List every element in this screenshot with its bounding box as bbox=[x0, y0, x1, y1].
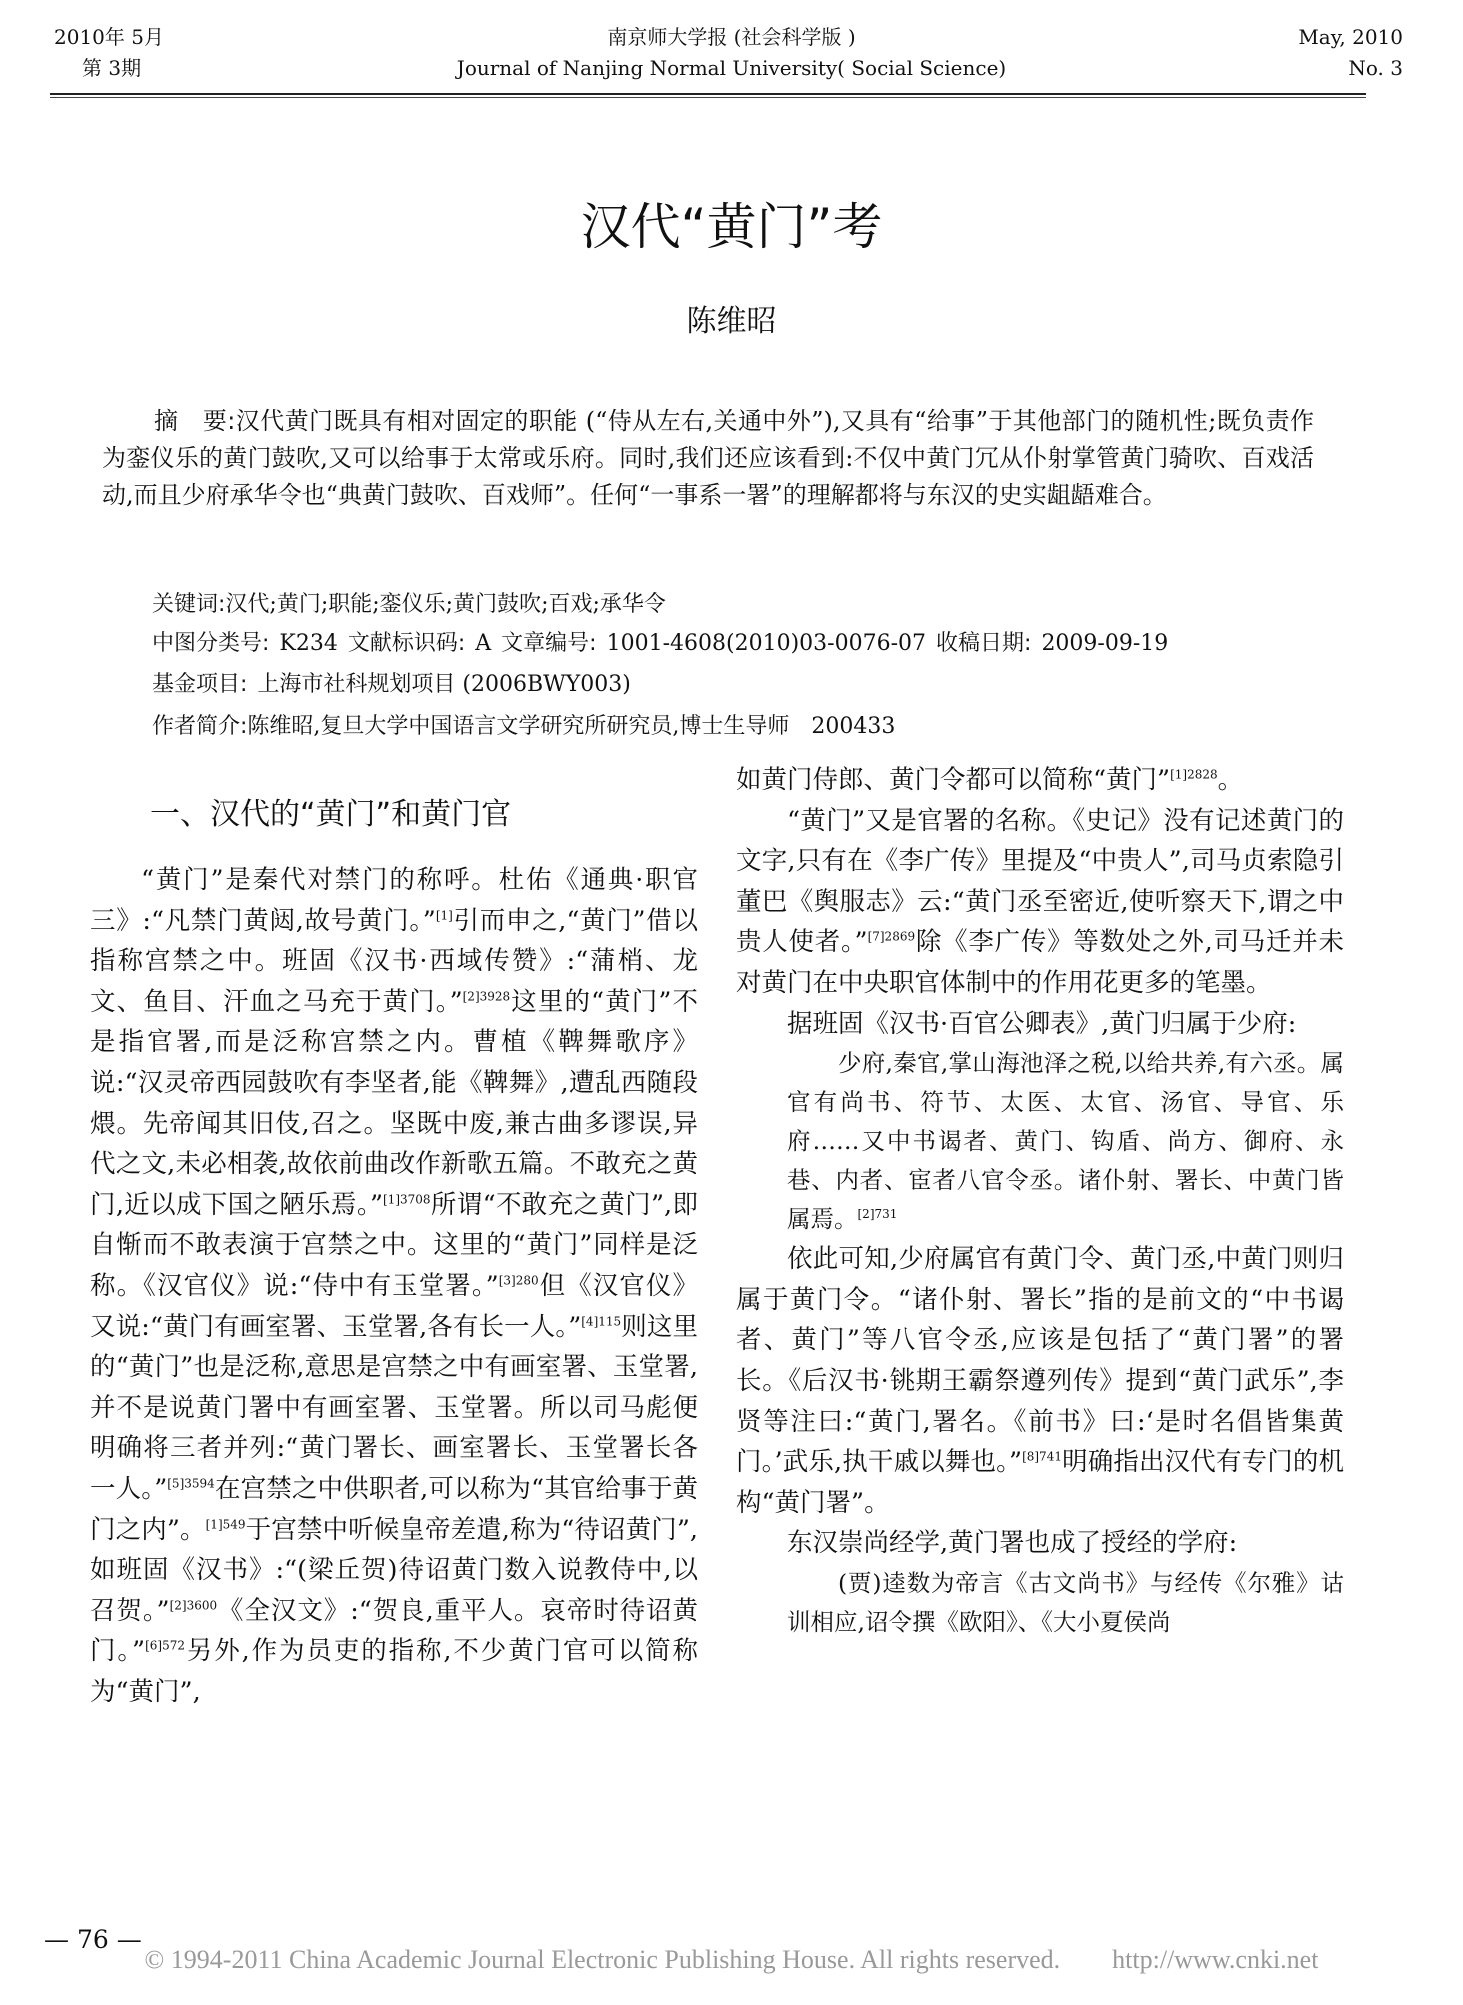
header-date-cn: 2010年 5月 bbox=[54, 25, 164, 49]
article-number-value: 1001-4608(2010)03-0076-07 bbox=[606, 631, 927, 656]
header-date-en: May, 2010 bbox=[1298, 25, 1403, 49]
paragraph: 依此可知,少府属官有黄门令、黄门丞,中黄门则归属于黄门令。“诸仆射、署长”指的是前文的“中书谒者、黄门”等八官令丞,应该是包括了“黄门署”的署长。《后汉书·铫期王霸祭遵列传》提到“黄门武乐”,李贤等注曰:“黄门,署名。《前书》曰:‘是时名倡皆集黄门。’武乐,执干戚以舞也。”$^{[8]741}$明确指出汉代有专门的机构“黄门署”。 bbox=[736, 1244, 1344, 1518]
citation: [4]115 bbox=[581, 1314, 622, 1329]
citation: [6]572 bbox=[145, 1638, 185, 1653]
author-bio bbox=[152, 709, 1322, 745]
article-number-label: 文章编号: bbox=[501, 631, 597, 656]
journal-name bbox=[0, 22, 1463, 84]
page-number: — 76 — bbox=[44, 1925, 142, 1954]
fund-line bbox=[152, 667, 1322, 703]
article-author: 陈维昭 bbox=[686, 304, 777, 339]
paragraph: “黄门”是秦代对禁门的称呼。杜佑《通典·职官三》:“凡禁门黄闼,故号黄门。”[1]引而申之,“黄门”借以指称宫禁之中。班固《汉书·西域传赞》:“蒲梢、龙文、鱼目、汗血之马充于黄门。”$^{[2]3928}$这里的“黄门”不是指官署,而是泛称宫禁之内。曹植《鞞舞歌序》说:“汉灵帝西园鼓吹有李坚者,能《鞞舞》,遭乱西随段煨。先帝闻其旧伎,召之。坚既中废,兼古曲多谬误,异代之文,未必相袭,故依前曲改作新歌五篇。不敢充之黄门,近以成下国之陋乐焉。”$^{[1]3708}$所谓“不敢充之黄门”,即自惭而不敢表演于宫禁之中。这里的“黄门”同样是泛称。《汉官仪》说:“侍中有玉堂署。”$^{[3]280}$但《汉官仪》又说:“黄门有画室署、玉堂署,各有长一人。”$^{[4]115}$则这里的“黄门”也是泛称,意思是宫禁之中有画室署、玉堂署,并不是说黄门署中有画室署、玉堂署。所以司马彪便明确将三者并列:“黄门署长、画室署长、玉堂署长各一人。”$^{[5]3594}$在宫禁之中供职者,可以称为“其官给事于黄门之内”。$^{[1]549}$于宫禁中听候皇帝差遣,称为“待诏黄门”,如班固《汉书》:“(梁丘贺)待诏黄门数入说教侍中,以召贺。”$^{[2]3600}$《全汉文》:“贺良,重平人。哀帝时待诏黄门。”$^{[6]572}$另外,作为员吏的指称,不少黄门官可以简称为“黄门”, bbox=[90, 865, 699, 1707]
clc-value: K234 bbox=[279, 631, 338, 656]
fund-text: 上海市社科规划项目 (2006BWY003) bbox=[257, 672, 631, 697]
header-issue-cn: 第 3期 bbox=[82, 56, 142, 80]
citation: [1]2828 bbox=[1170, 767, 1218, 782]
citation: [1] bbox=[435, 908, 453, 923]
doc-code-value: A bbox=[475, 631, 492, 656]
paragraph: 东汉崇尚经学,黄门署也成了授经的学府: bbox=[787, 1528, 1238, 1559]
abstract-label: 摘 要: bbox=[154, 407, 236, 435]
keywords bbox=[152, 587, 1322, 623]
classification-line bbox=[152, 626, 1322, 662]
journal-date-issue-right bbox=[1298, 22, 1403, 84]
paragraph: “黄门”又是官署的名称。《史记》没有记述黄门的文字,只有在《李广传》里提及“中贵人”,司马贞索隐引董巴《舆服志》云:“黄门丞至密近,使听察天下,谓之中贵人使者。”$^{[7]2869}$除《李广传》等数处之外,司马迁并未对黄门在中央职官体制中的作用花更多的笔墨。 bbox=[736, 805, 1345, 998]
received-date-label: 收稿日期: bbox=[936, 631, 1032, 656]
received-date-value: 2009-09-19 bbox=[1041, 631, 1169, 656]
copyright-watermark: © 1994-2011 China Academic Journal Electronic Publishing House. All rights reserved. http://www.cnki.net bbox=[144, 1945, 1319, 1974]
bio-text: 陈维昭,复旦大学中国语言文学研究所研究员,博士生导师 200433 bbox=[247, 714, 896, 739]
doc-code-label: 文献标识码: bbox=[347, 631, 466, 656]
paragraph: 据班固《汉书·百官公卿表》,黄门归属于少府: bbox=[787, 1008, 1297, 1039]
header-issue-en: No. 3 bbox=[1348, 56, 1403, 80]
keywords-text: 汉代;黄门;职能;銮仪乐;黄门鼓吹;百戏;承华令 bbox=[225, 592, 666, 617]
header-rule-thin bbox=[50, 97, 1366, 98]
block-quote: (贾)逵数为帝言《古文尚书》与经传《尔雅》诂训相应,诏令撰《欧阳》、《大小夏侯尚 bbox=[787, 1568, 1344, 1636]
abstract-text: 汉代黄门既具有相对固定的职能 (“侍从左右,关通中外”),又具有“给事”于其他部门的随机性;既负责作为銮仪乐的黄门鼓吹,又可以给事于太常或乐府。同时,我们还应该看到:不仅中黄门冗从仆射掌管黄门骑吹、百戏活动,而且少府承华令也“典黄门鼓吹、百戏师”。任何“一事系一署”的理解都将与东汉的史实龃龉难合。 bbox=[102, 407, 1314, 509]
fund-label: 基金项目: bbox=[152, 672, 248, 697]
left-column bbox=[90, 860, 698, 1712]
citation: [8]741 bbox=[1022, 1449, 1062, 1464]
keywords-label: 关键词: bbox=[152, 592, 226, 617]
citation: [5]3594 bbox=[167, 1476, 215, 1491]
block-quote: 少府,秦官,掌山海池泽之税,以给共养,有六丞。属官有尚书、符节、太医、太官、汤官、导官、乐府……又中书谒者、黄门、钩盾、尚方、御府、永巷、内者、宦者八官令丞。诸仆射、署长、中黄门皆属焉。$^{[2]731}$ bbox=[787, 1049, 1344, 1234]
citation: [3]280 bbox=[498, 1273, 539, 1288]
citation: [1]549 bbox=[205, 1517, 246, 1531]
citation: [2]731 bbox=[857, 1207, 898, 1222]
clc-label: 中图分类号: bbox=[152, 631, 270, 656]
paragraph: 如黄门侍郎、黄门令都可以简称“黄门”$^{[1]2828}$。 bbox=[736, 765, 1244, 795]
citation: [2]3928 bbox=[462, 989, 511, 1004]
citation: [1]3708 bbox=[383, 1192, 431, 1207]
citation: [2]3600 bbox=[169, 1598, 218, 1613]
section-heading: 一、汉代的“黄门”和黄门官 bbox=[150, 797, 512, 832]
right-column bbox=[736, 760, 1344, 1642]
bio-label: 作者简介: bbox=[152, 714, 248, 739]
article-title: 汉代“黄门”考 bbox=[580, 198, 883, 256]
citation: [7]2869 bbox=[867, 929, 916, 944]
abstract bbox=[102, 403, 1314, 514]
journal-name-en: Journal of Nanjing Normal University( Social Science) bbox=[456, 56, 1007, 80]
journal-name-cn: 南京师大学报 (社会科学版 ) bbox=[607, 25, 856, 49]
header-rule bbox=[50, 93, 1366, 95]
